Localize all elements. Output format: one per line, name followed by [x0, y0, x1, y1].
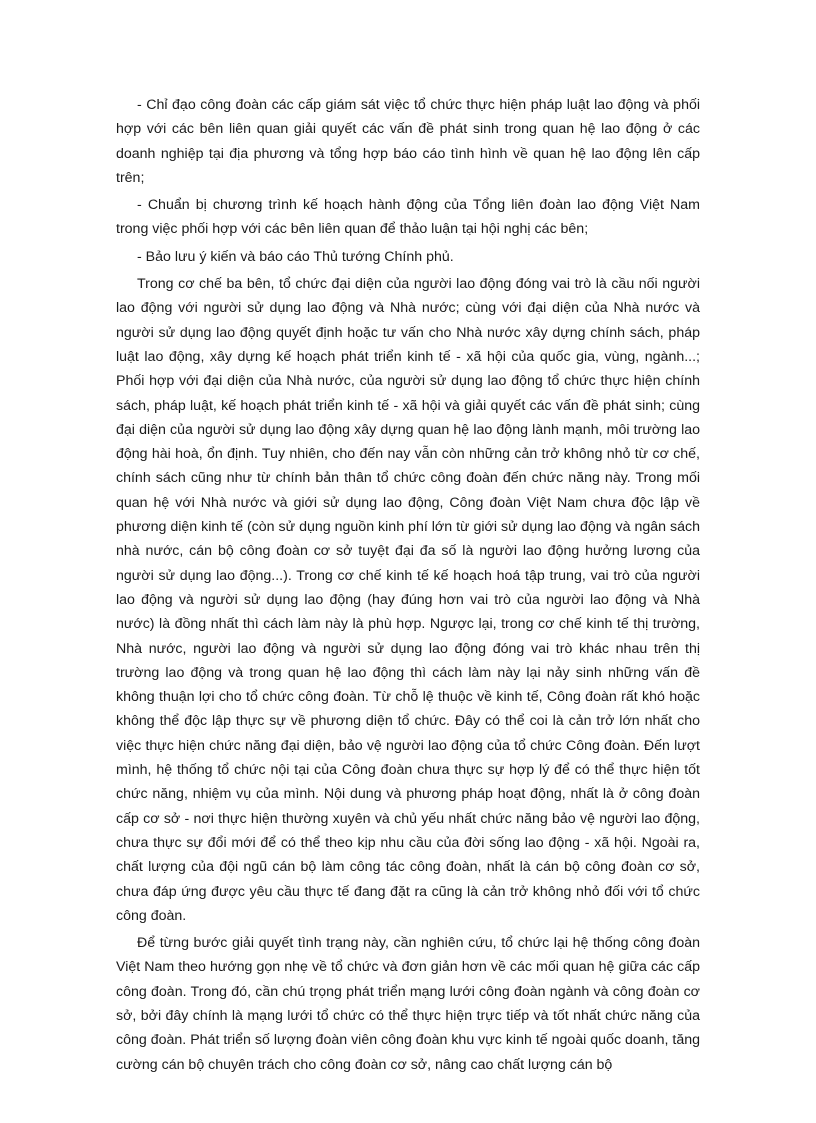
- document-page: [116, 93, 700, 1080]
- paragraph-directive-report: - Bảo lưu ý kiến và báo cáo Thủ tướng Chính phủ.: [137, 248, 454, 265]
- paragraph-directive-supervision: - Chỉ đạo công đoàn các cấp giám sát việc tổ chức thực hiện pháp luật lao động và phối hợp với các bên liên quan giải quyết các vấn đề phát sinh trong quan hệ lao động ở các doanh nghiệp tại địa phương và tổng hợp báo cáo tình hình về quan hệ lao động lên cấp trên;: [116, 97, 700, 186]
- paragraph-tripartite-mechanism: Trong cơ chế ba bên, tổ chức đại diện của người lao động đóng vai trò là cầu nối người lao động với người sử dụng lao động và Nhà nước; cùng với đại diện của Nhà nước và người sử dụng lao động quyết định hoặc tư vấn cho Nhà nước xây dựng chính sách, pháp luật lao động, xây dựng kế hoạch phát triển kinh tế - xã hội của quốc gia, vùng, ngành...; Phối hợp với đại diện của Nhà nước, của người sử dụng lao động tổ chức thực hiện chính sách, pháp luật, kế hoạch phát triển kinh tế - xã hội và giải quyết các vấn đề phát sinh; cùng đại diện của người sử dụng lao động xây dựng quan hệ lao động lành mạnh, môi trường lao động hài hoà, ổn định. Tuy nhiên, cho đến nay vẫn còn những cản trở không nhỏ từ cơ chế, chính sách cũng như từ chính bản thân tổ chức công đoàn đến chức năng này. Trong mối quan hệ với Nhà nước và giới sử dụng lao động, Công đoàn Việt Nam chưa độc lập về phương diện kinh tế (còn sử dụng nguồn kinh phí lớn từ giới sử dụng lao động và ngân sách nhà nước, cán bộ công đoàn cơ sở tuyệt đại đa số là người lao động hưởng lương của người sử dụng lao động...). Trong cơ chế kinh tế kế hoạch hoá tập trung, vai trò của người lao động và người sử dụng lao động (hay đúng hơn vai trò của người lao động và Nhà nước) là đồng nhất thì cách làm này là phù hợp. Ngược lại, trong cơ chế kinh tế thị trường, Nhà nước, người lao động và người sử dụng lao động đóng vai trò khác nhau trên thị trường lao động và trong quan hệ lao động thì cách làm này lại nảy sinh những vấn đề không thuận lợi cho tổ chức công đoàn. Từ chỗ lệ thuộc về kinh tế, Công đoàn rất khó hoặc không thể độc lập thực sự về phương diện tổ chức. Đây có thể coi là cản trở lớn nhất cho việc thực hiện chức năng đại diện, bảo vệ người lao động của tổ chức Công đoàn. Đến lượt mình, hệ thống tổ chức nội tại của Công đoàn chưa thực sự hợp lý để có thể thực hiện tốt chức năng, nhiệm vụ của mình. Nội dung và phương pháp hoạt động, nhất là ở công đoàn cấp cơ sở - nơi thực hiện thường xuyên và chủ yếu nhất chức năng bảo vệ người lao động, chưa thực sự đổi mới để có thể theo kịp nhu cầu của đời sống lao động - xã hội. Ngoài ra, chất lượng của đội ngũ cán bộ làm công tác công đoàn, nhất là cán bộ công đoàn cơ sở, chưa đáp ứng được yêu cầu thực tế đang đặt ra cũng là cản trở không nhỏ đối với tổ chức công đoàn.: [116, 276, 700, 924]
- paragraph-directive-action-plan: - Chuẩn bị chương trình kế hoạch hành động của Tổng liên đoàn lao động Việt Nam trong việc phối hợp với các bên liên quan để thảo luận tại hội nghị các bên;: [116, 197, 700, 238]
- paragraph-reorganization: Để từng bước giải quyết tình trạng này, cần nghiên cứu, tổ chức lại hệ thống công đoàn Việt Nam theo hướng gọn nhẹ về tổ chức và đơn giản hơn về các mối quan hệ giữa các cấp công đoàn. Trong đó, cần chú trọng phát triển mạng lưới công đoàn ngành và công đoàn cơ sở, bởi đây chính là mạng lưới tổ chức có thể thực hiện trực tiếp và tốt nhất chức năng của công đoàn. Phát triển số lượng đoàn viên công đoàn khu vực kinh tế ngoài quốc doanh, tăng cường cán bộ chuyên trách cho công đoàn cơ sở, nâng cao chất lượng cán bộ: [116, 935, 700, 1073]
